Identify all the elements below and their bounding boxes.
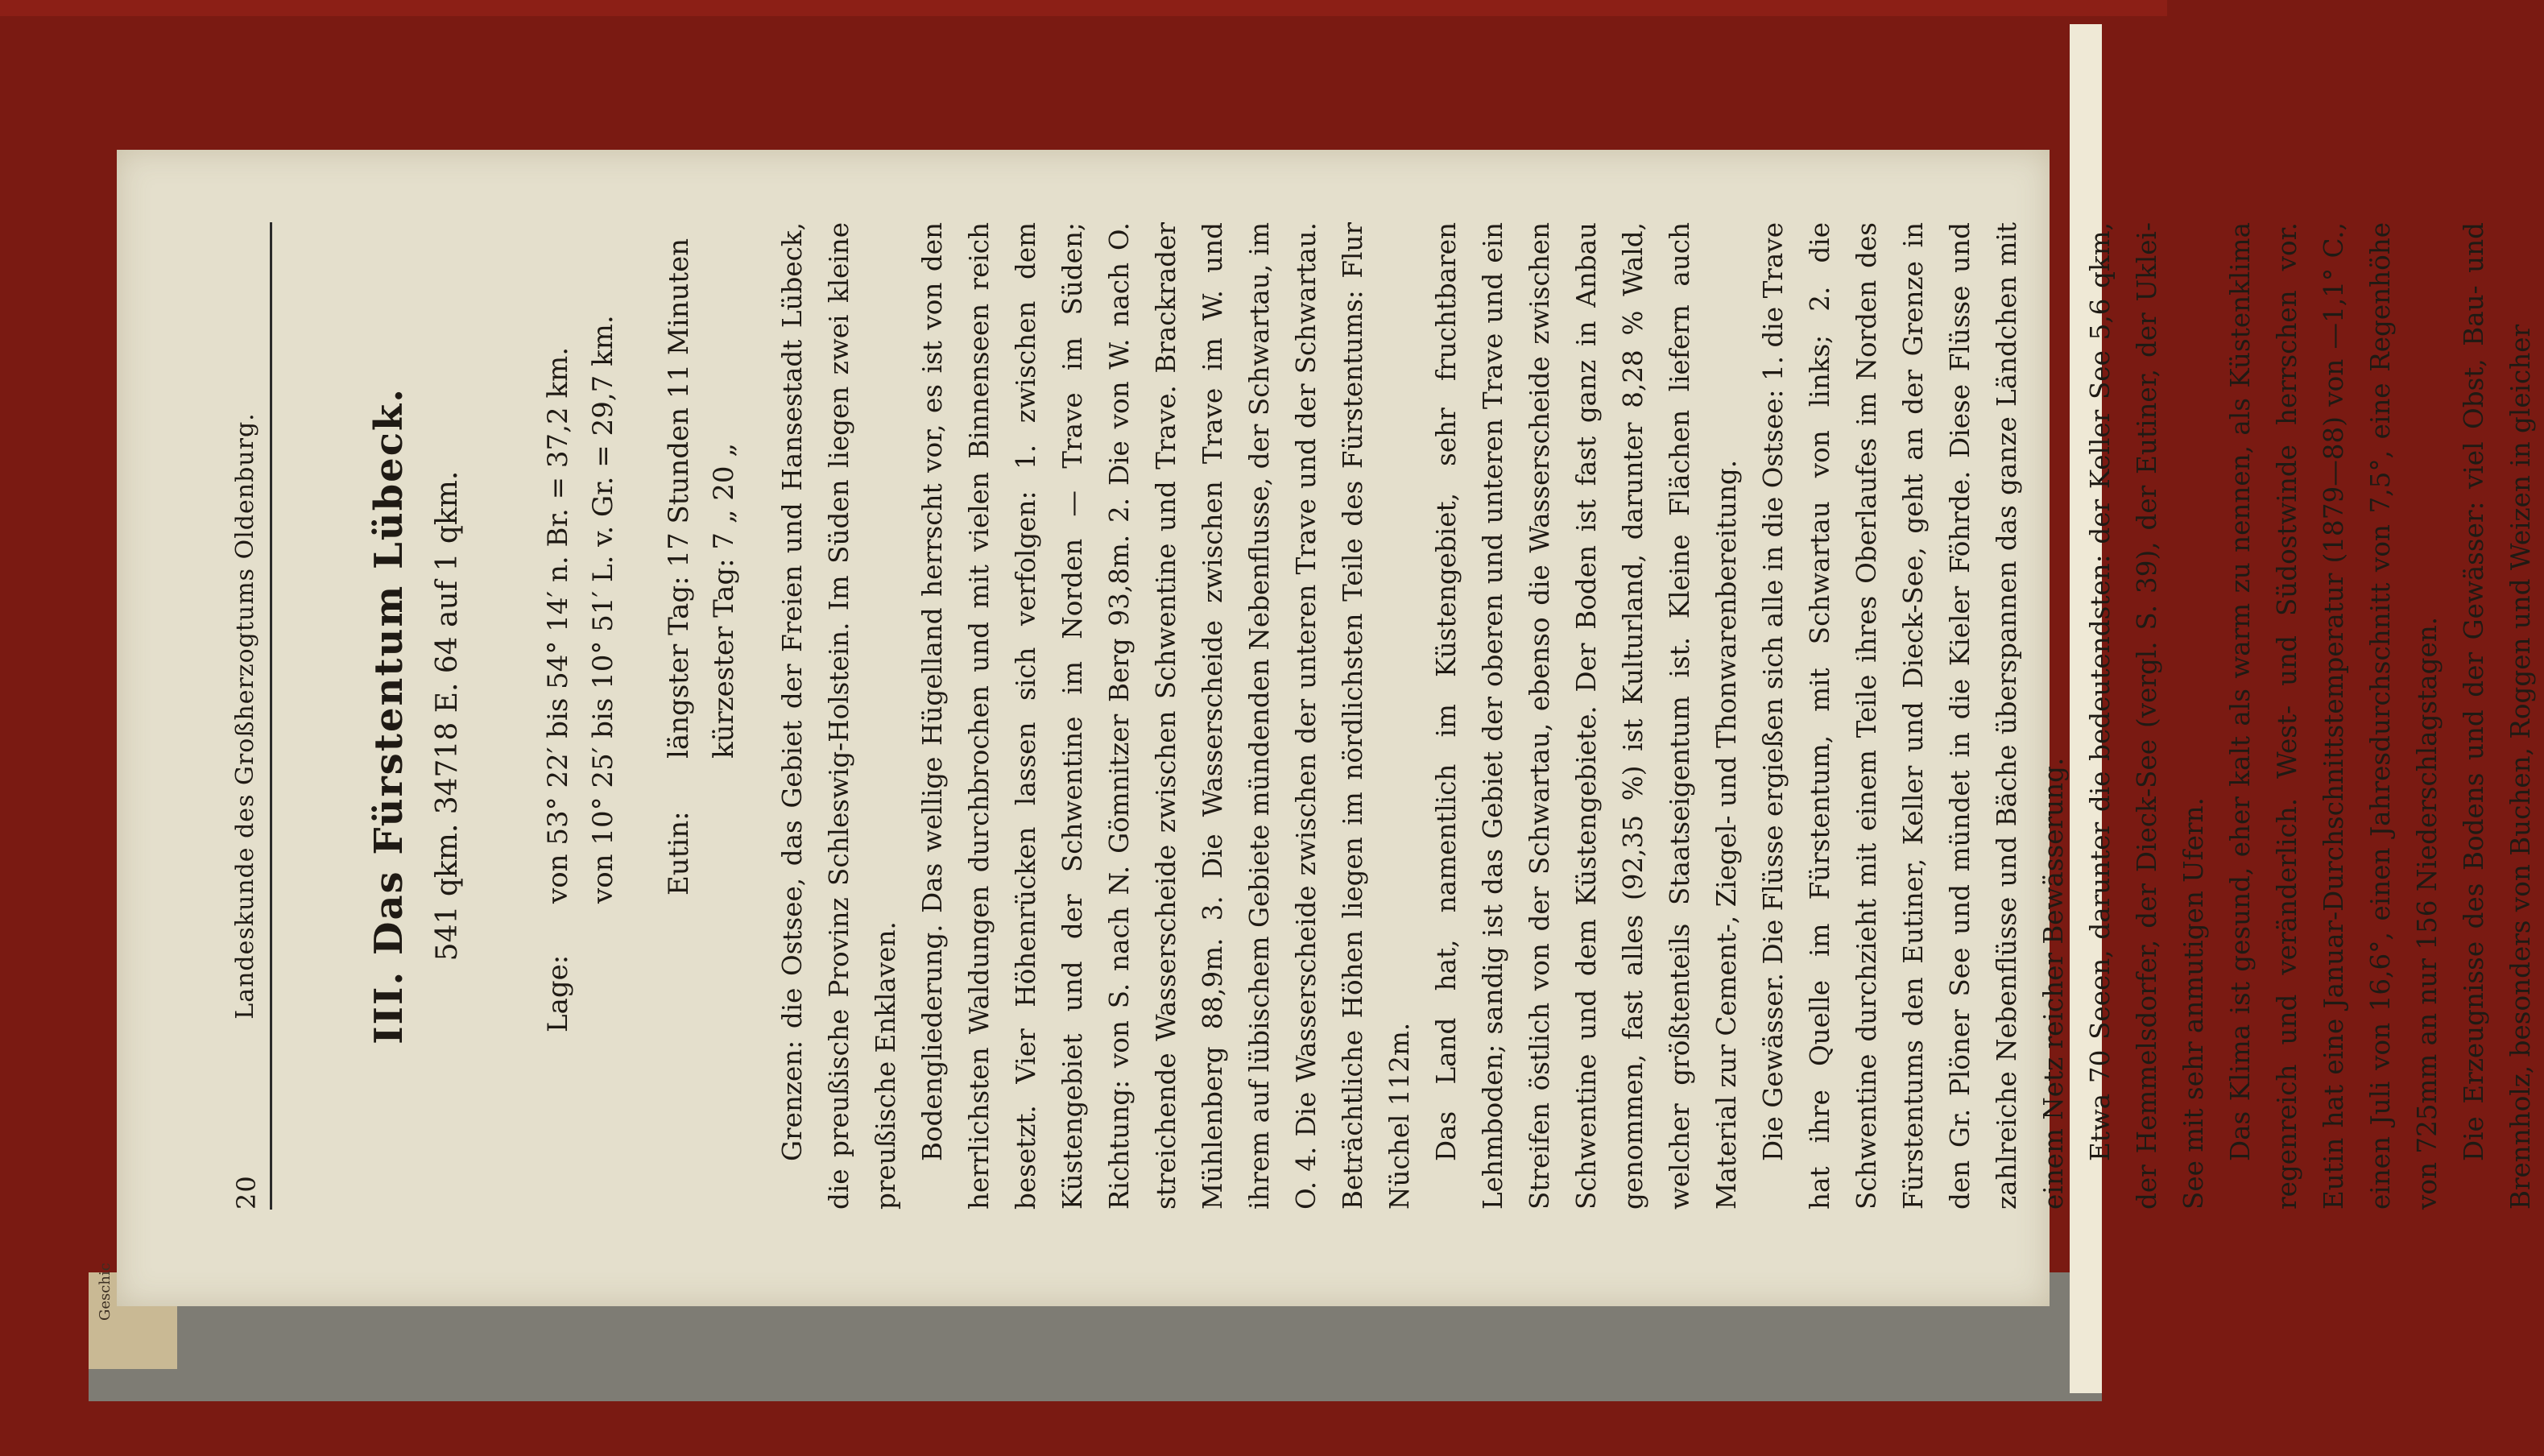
lage-block: [536, 227, 626, 1032]
lage-line-1: von 53° 22′ bis 54° 14′ n. Br. = 37,2 km.: [542, 346, 574, 904]
eutin-label: Eutin:: [663, 811, 695, 896]
eutin-line-2: kürzester Tag: 7 „ 20 „: [708, 443, 740, 759]
running-head: [221, 222, 272, 1210]
eutin-line-1: längster Tag: 17 Stunden 11 Minuten: [663, 238, 695, 759]
paragraph-gewaesser: Die Gewässer. Die Flüsse ergießen sich alle in die Ostsee: 1. die Trave hat ihre Quelle im Fürstentum, mit Schwartau von links; 2. die Schwentine durchzieht mit einem Teile ihres Oberlaufes im Norden des Fürstentums den Eutiner, Keller und Dieck-See, geht an der Grenze in den Gr. Plöner See und mündet in die Kieler Föhrde. Diese Flüsse und zahlreiche Nebenflüsse und Bäche überspannen das ganze Ländchen mit einem Netz reicher Bewässerung.: [1758, 222, 2069, 1210]
eutin-block: [656, 171, 747, 896]
spine-label: Geschic: [97, 1263, 114, 1321]
paragraph-seeen: Etwa 70 Seeen, darunter die bedeutendsten: der Keller See 5,6 qkm, der Hemmelsdorfer, der Dieck-See (vergl. S. 39), der Eutiner, der Uklei-See mit sehr anmutigen Ufern.: [2085, 222, 2209, 1210]
cover-top: [0, 0, 2167, 16]
paragraph-grenzen: Grenzen: die Ostsee, das Gebiet der Freien und Hansestadt Lübeck, die preußische Provinz Schleswig-Holstein. Im Süden liegen zwei kleine preußische Enklaven.: [777, 222, 901, 1210]
paragraph-boden: Das Land hat, namentlich im Küstengebiet, sehr fruchtbaren Lehmboden; sandig ist das Gebiet der oberen und unteren Trave und ein Streifen östlich von der Schwartau, ebenso die Wasserscheide zwischen Schwentine und dem Küstengebiete. Der Boden ist fast ganz in Anbau genommen, fast alles (92,35 %) ist Kulturland, darunter 8,28 % Wald, welcher größtenteils Staatseigentum ist. Kleine Flächen liefern auch Material zur Cement-, Ziegel- und Thonwarenbereitung.: [1431, 222, 1742, 1210]
lage-line-2: von 10° 25′ bis 10° 51′ L. v. Gr. = 29,7 km.: [587, 315, 619, 904]
section-title: III. Das Fürstentum Lübeck.: [366, 387, 412, 1044]
lage-label: Lage:: [542, 954, 574, 1032]
body-text: [769, 222, 2544, 1210]
title-block: [366, 222, 464, 1210]
area-line: 541 qkm. 34718 E. 64 auf 1 qkm.: [431, 470, 464, 962]
paragraph-erzeugnisse: Die Erzeugnisse des Bodens und der Gewässer: viel Obst, Bau- und Brennholz, besonders von Buchen, Roggen und Weizen in gleicher: [2459, 222, 2536, 1210]
page-content: [221, 222, 2536, 1210]
running-head-text: Landeskunde des Großherzogtums Oldenburg.: [231, 412, 259, 1020]
paragraph-bodengliederung: Bodengliederung. Das wellige Hügelland herrscht vor, es ist von den herrlichsten Waldungen durchbrochen und mit vielen Binnenseen reich besetzt. Vier Höhenrücken lassen sich verfolgen: 1. zwischen dem Küstengebiet und der Schwentine im Norden — Trave im Süden; Richtung: von S. nach N. Gömnitzer Berg 93,8m. 2. Die von W. nach O. streichende Wasserscheide zwischen Schwentine und Trave. Brackrader Mühlenberg 88,9m. 3. Die Wasserscheide zwischen Trave im W. und ihrem auf lübischem Gebiete mündenden Nebenflusse, der Schwartau, im O. 4. Die Wasserscheide zwischen der unteren Trave und der Schwartau. Beträchtliche Höhen liegen im nördlichsten Teile des Fürstentums: Flur Nüchel 112m.: [917, 222, 1415, 1210]
paragraph-klima: Das Klima ist gesund, eher kalt als warm zu nennen, als Küstenklima regenreich und veränderlich. West- und Südostwinde herrschen vor. Eutin hat eine Januar-Durchschnittstemperatur (1879—88) von —1,1° C., einen Juli von 16,6°, einen Jahresdurchschnitt von 7,5°, eine Regenhöhe von 725mm an nur 156 Niederschlagstagen.: [2225, 222, 2443, 1210]
book-page: [117, 150, 2536, 1306]
page-number: 20: [231, 1175, 262, 1210]
